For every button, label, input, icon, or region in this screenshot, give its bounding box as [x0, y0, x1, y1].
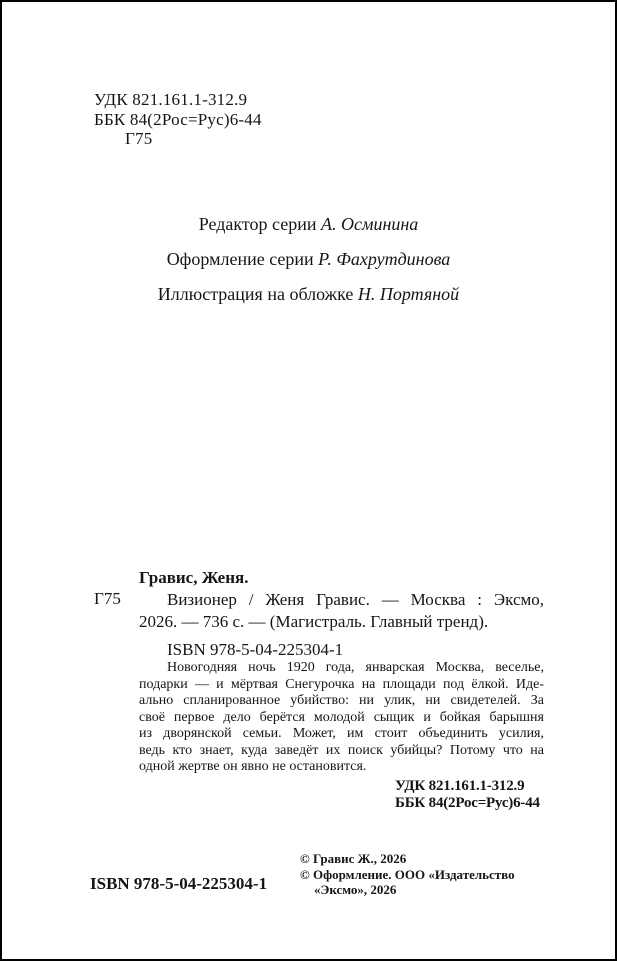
annotation-line: ально спланированное убийство: ни улик, ни свидетелей. За [139, 693, 544, 708]
annotation [139, 660, 544, 776]
credit-line: Иллюстрация на обложке Н. Портяной [157, 284, 460, 304]
bbk-code: ББК 84(2Рос=Рус)6-44 [94, 109, 262, 129]
isbn: ISBN 978-5-04-225304-1 [90, 874, 268, 893]
annotation-line: из дворянской семьи. Может, им стоит объединить усилия, [139, 726, 544, 741]
copyright-entry: © Гравис Ж., 2026 [300, 851, 407, 866]
catalog-entry-line: Визионер / Женя Гравис. — Москва : Эксмо, [167, 590, 544, 609]
credit-name: Н. Портяной [357, 284, 460, 304]
annotation-line: своё первое дело берётся молодой сыщик и бойкая барышня [139, 709, 544, 725]
udk-code: УДК 821.161.1-312.9 [94, 90, 248, 109]
annotation-line: одной жертве он явно не остановится. [139, 759, 367, 774]
author-sign: Г75 [125, 129, 153, 148]
copyright-block [300, 851, 545, 898]
author-heading: Гравис, Женя. [139, 568, 249, 587]
series-credits [2, 214, 615, 319]
credit-name: А. Осминина [320, 214, 419, 234]
annotation-line: подарки — и мёртвая Снегурочка на площади под ёлкой. Иде- [139, 676, 544, 692]
udk-code-bold: УДК 821.161.1-312.9 [395, 778, 525, 794]
catalog-isbn: ISBN 978-5-04-225304-1 [167, 640, 344, 659]
bottom-bibliographic-codes [395, 778, 540, 811]
top-bibliographic-codes [94, 90, 262, 149]
credit-name: Р. Фахрутдинова [318, 249, 451, 269]
catalog-entry-line: 2026. — 736 с. — (Магистраль. Главный тренд). [139, 612, 489, 631]
annotation-line: ведь кто знает, куда заведёт их поиск убийцы? Потому что на [139, 742, 544, 758]
catalog-card [139, 567, 544, 661]
bbk-code-bold: ББК 84(2Рос=Рус)6-44 [395, 794, 540, 811]
copyright-entry: © Оформление. ООО «Издательство «Эксмо», 2026 [300, 866, 515, 897]
credit-line: Оформление серии Р. Фахрутдинова [166, 249, 451, 269]
catalog-author-sign: Г75 [94, 589, 121, 608]
credit-line: Редактор серии А. Осминина [198, 214, 419, 234]
catalog-entry [139, 589, 544, 633]
annotation-line: Новогодняя ночь 1920 года, январская Москва, веселье, [167, 660, 544, 675]
